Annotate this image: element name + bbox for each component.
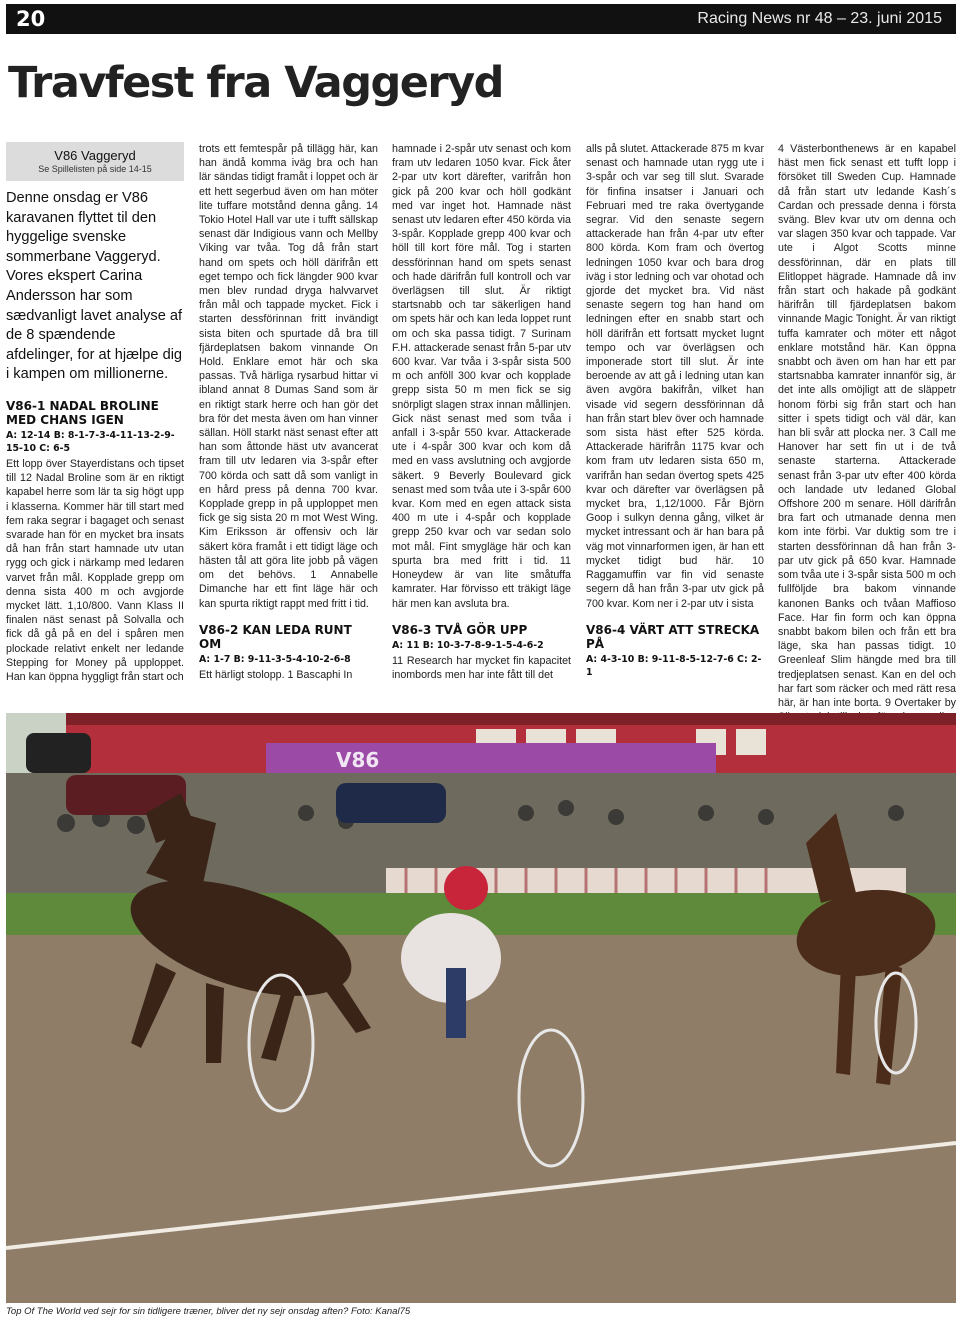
section-heading-v86-2: V86-2 KAN LEDA RUNT OM bbox=[199, 622, 352, 651]
photo-grandstand-roof bbox=[66, 713, 956, 725]
photo-banner bbox=[266, 743, 716, 775]
section-body-v86-2-cont: hamnade i 2-spår utv senast och kom fram utv ledaren 1050 kvar. Fick åter 2-par utv kort därefter, varifrån hon gick på 200 kvar och höll godkänt med var inget hot. Hamnade näst senast utv ledaren efter 450 körda via 3-spår. Kopplade grepp 400 kvar och höll till kort före mål. Tog i starten dessförinnan hand om spets senast och hade därifrån full kontroll och var överlägsen till slut. Är riktigt startsnabb och tar säkerligen hand om spets här och kan leda loppet runt om och ska passa tidigt. 7 Surinam F.H. attackerade senast från 5-par utv 600 kvar. Var tvåa i 3-spår sista 500 m och anföll 300 kvar och kopplade grepp sista 50 m men fick se sig snörpligt slagen strax innan mållinjen. Gick näst senast med som tvåa i anfall i 3-spår 550 kvar. Attackerade ute i 4-spår 300 kvar och kom då med en vass avslutning och avgjorde säkert. 9 Beverly Boulevard gick senast med som tvåa ute i 3-spår 600 kvar. Kom med en egen attack sista 400 m ute i 4-spår och kopplade grepp 250 kvar och var sedan solo mot mål. Fint smygläge här och kan spurta bra med fritt i tid. 11 Honeydew är van lite småtuffa kamrater. Har förvisso ett träkigt läge här men kan avsluta bra. bbox=[392, 143, 571, 610]
section-heading-v86-4: V86-4 VÄRT ATT STRECKA PÅ bbox=[586, 622, 760, 651]
section-body-v86-3-cont: alls på slutet. Attackerade 875 m kvar senast och hamnade utan rygg ute i 3-spår och var seg till slut. Svarade för finfina insatser i Januari och Februari med tre raka övertygande segrar. Vid den senaste segern attackerade han från 4-par utv efter 800 körda. Kom fram och övertog ledningen 1050 kvar och bara drog iväg i stor ledning och var ohotad och gjorde det mycket bra. Vid näst senaste segern tog han hand om ledningen efter en snabb start och höll därifrån ett fortsatt mycket lugnt tempo och var överlägsen och imponerade stort till slut. Är inte beroende av att gå i ledning utan kan även avgöra bakifrån, vilket han visade vid segern dessförinnan då han från start blev över och hamnade som sista häst efter 525 körda. Attackerade härifrån 1175 kvar och kom fram utv ledaren sista 650 m, varifrån han sedan övertog spets 425 kvar och därefter var överlägsen på mycket bra, 1,12/1000. Får Björn Goop i sulkyn denna gång, vilket är mycket intressant och är han bara på väg mot vinnarformen igen, är han ett mycket tidigt bud här. 10 Raggamuffin var fin vid senaste segern då han från 3-par utv gick på 700 kvar. Kom ner i 2-par utv i sista bbox=[586, 143, 764, 610]
info-box-subtitle: Se Spillelisten på side 14-15 bbox=[38, 164, 152, 174]
section-body-v86-1: Ett lopp över Stayerdistans och tipset till 12 Nadal Broline som är en riktigt kapabel herre som lär ta sig högt upp i klasserna. Kommer här till start med fem raka segrar i bagaget och senast svarade han för en mycket bra insats då han från start hamnade utv utan rygg och gick i närkamp med ledaren varvet från mål. Kopplade grepp om denna sista 400 m och avgjorde mycket lätt. 1,10/800. Vann Klass II finalen näst senast på Solvalla och fick då gå på en del i spåren men plockade relativt enkelt ner ledande Stepping for Money på upploppet. Han kan öppna hyggligt från start och bbox=[6, 457, 184, 683]
section-heading-v86-3: V86-3 TVÅ GÖR UPP bbox=[392, 622, 528, 637]
info-box bbox=[6, 142, 184, 181]
section-picks-v86-2: A: 1-7 B: 9-11-3-5-4-10-2-6-8 bbox=[199, 653, 351, 665]
issue-line: Racing News nr 48 – 23. juni 2015 bbox=[697, 10, 942, 27]
page-header-bar bbox=[6, 4, 956, 34]
headline: Travfest fra Vaggeryd bbox=[8, 58, 503, 108]
section-picks-v86-4: A: 4-3-10 B: 9-11-8-5-12-7-6 C: 2-1 bbox=[586, 653, 762, 678]
photo-banner-text: V86 bbox=[336, 748, 380, 772]
section-body-v86-4-cont: 4 Västerbonthenews är en kapabel häst men fick senast ett tufft lopp i försöket till Sweden Cup. Hamnade då från start utv ledande Kash´s Cardan och pressade denna i första sväng. Blev kvar utv om denna och var slagen 350 kvar och tappade. Var ute i Algot Scotts minne dessförinnan, där en plats till Elitloppet hägrade. Hamnade då inv från start och hakade på godkänt härifrån till fjärdeplatsen bakom vinnande Magic Tonight. Är van riktigt tuffa kamrater och möter ett något enklare motstånd här. Kan öppna snabbt och även om han har ett par startsnabba kamrater innanför sig, är det inte alls omöjligt att de släppetr honom förbi sig från start och han sitter i spets tidigt och väl där, kan han bli svår att plocka ner. 3 Call me Hanover har sett fin ut i de två senaste starterna. Attackerade senast från 3-par utv efter 400 körda och landade utv ledaned Global Offshore 200 m senare. Höll därifrån bra fart och utmanade denna men kom inte förbi. Var duktig som tre i starten dessförinnan då han från 3-par utv gick på 650 kvar. Hamnade som tvåa ute i 3-spår sista 500 m och fullföljde bra bakom vinnande kanonen Banks och tvåan Maffioso Face. Har fin form och kan öppna snabbt bakom bilen och från ett bra läge, ska han passas tidigt. 10 Greenleaf Slim hängde med bra till tredjeplatsen senast. Kan en del och har fart som räcker och med rätt resa här, är han inte borta. 9 Overtaker by bbox=[778, 143, 956, 709]
column-2 bbox=[199, 142, 378, 682]
photo-caption: Top Of The World ved sejr for sin tidligere træner, bliver det ny sejr onsdag aften? Foto: Kanal75 bbox=[6, 1306, 411, 1317]
section-body-v86-2: Ett härligt stolopp. 1 Bascaphi In bbox=[199, 668, 353, 681]
column-1 bbox=[6, 142, 184, 684]
race-photo-illustration bbox=[6, 713, 956, 1303]
intro-text: Denne onsdag er V86 karavanen flyttet til den hyggelige svenske sommerbane Vaggeryd. Vores ekspert Carina Andersson har som sædvanligt lavet analyse af de 8 spændende afdelinger, for at hjælpe dig i kampen om millionerne. bbox=[6, 190, 183, 383]
column-3 bbox=[392, 142, 571, 682]
column-4 bbox=[586, 142, 764, 681]
section-body-v86-1-cont: trots ett femtespår på tillägg här, kan han ändå komma iväg bra och han lär sändas tidigt framåt i loppet och är ett hett segerbud även om han möter lite tuffare motstånd denna gång. 14 Tokio Hotel Hall var ute i tufft sällskap senast där Indigious vann och Mellby Viking var tvåa. Tog då från start hand om spets och höll därifrån ett eget tempo och fick längder 900 kvar men blev rundad dryga halvvarvet från mål och tappade mycket. Fick i starten dessförinnan fritt invändigt sista biten och spurtade då bra till fjärdeplatsen bakom vinnande On Hold. Enklare emot här och ska passas. Två härliga rysarbud hittar vi ibland annat 8 Dumas Sand som är en riktigt stark herre och han gör det bra för det mesta även om han vinner sällan. Höll starkt näst senast efter att han som åttonde häst utv avancerat fram till utv ledaren via 3-spår efter 700 körda och satt då som vanligt in en hård press på denna 700 kvar. Kopplade grepp in på upploppet men fick ge sig sista 20 m mot West Wing. Kim Eriksson är offensiv och lär säkert köra framåt i ett tidigt läge och hästen tål att göra lite jobb på vägen om det behövs. 1 Annabelle Dimanche har ett fint läge här och kan spurta riktigt rappt med fritt i tid. bbox=[199, 143, 378, 610]
section-heading-v86-1: V86-1 NADAL BROLINE MED CHANS IGEN bbox=[6, 398, 159, 427]
info-box-title: V86 Vaggeryd bbox=[54, 148, 136, 163]
section-picks-v86-1: A: 12-14 B: 8-1-7-3-4-11-13-2-9-15-10 C: 6-5 bbox=[6, 429, 175, 454]
section-picks-v86-3: A: 11 B: 10-3-7-8-9-1-5-4-6-2 bbox=[392, 639, 544, 651]
section-body-v86-3: 11 Research har mycket fin kapacitet inombords men har inte fått till det bbox=[392, 654, 571, 681]
page-number: 20 bbox=[16, 7, 46, 31]
race-photo bbox=[6, 713, 956, 1303]
